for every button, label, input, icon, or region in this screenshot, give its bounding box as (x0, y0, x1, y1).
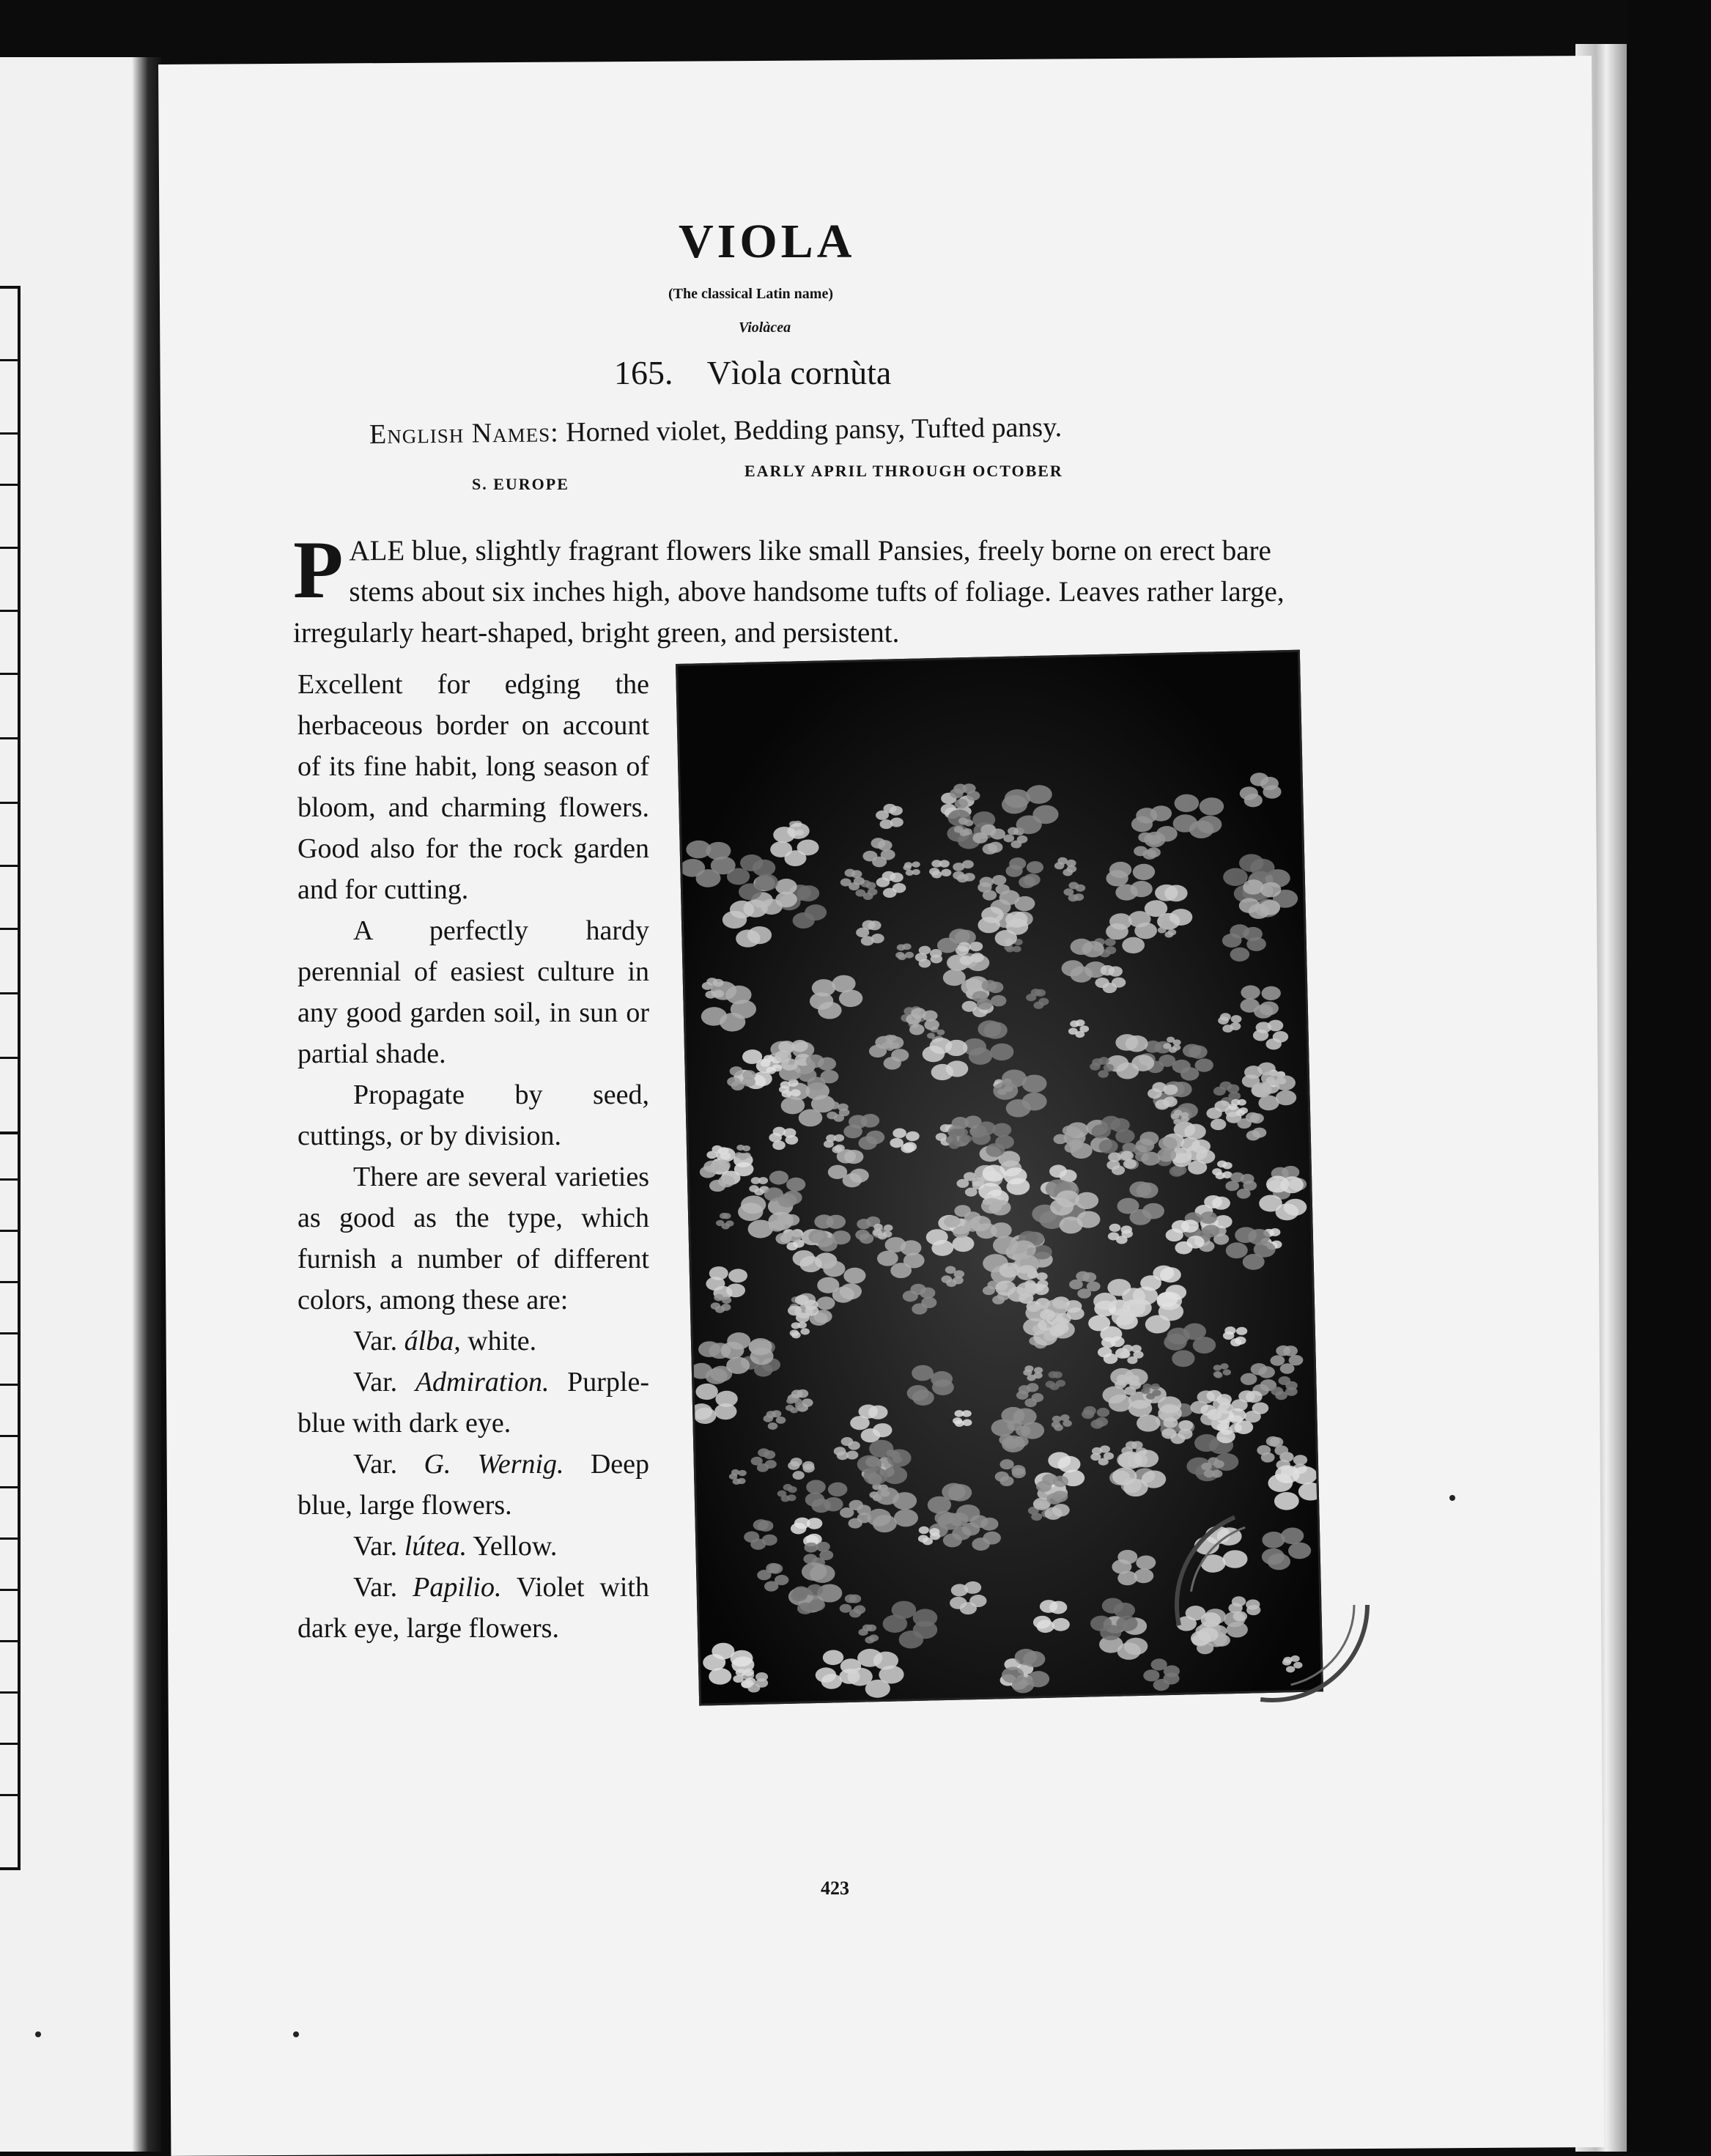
variety-item: Var. lútea. Yellow. (353, 1531, 558, 1562)
paragraph-varieties-intro: There are several varieties as good as the type, which furnish a number of different colors, among these are: (298, 1162, 649, 1315)
background-edge (1628, 0, 1711, 2152)
english-names: Horned violet, Bedding pansy, Tufted pansy. (566, 412, 1063, 448)
region: S. EUROPE (472, 475, 569, 493)
species-name: Vìola cornùta (706, 354, 892, 391)
variety-item: Var. álba, white. (353, 1326, 537, 1356)
ink-speck (293, 2031, 299, 2037)
book-gutter (132, 57, 161, 2152)
ink-speck (1449, 1495, 1455, 1501)
english-names-label: English Names: (369, 417, 559, 450)
variety-item: Var. Admiration. Purple-blue with dark eye. (298, 1367, 649, 1439)
entry-number: 165. (614, 354, 673, 391)
genus-title: VIOLA (679, 215, 856, 268)
facing-page-ruled-box-lower (0, 1131, 21, 1870)
paragraph-culture: A perfectly hardy perennial of easiest culture in any good garden soil, in sun or partial shade. (298, 915, 649, 1069)
intro-text: ALE blue, slightly fragrant flowers like small Pansies, freely borne on erect bare stems about six inches high, above handsome tufts of foliage. Leaves rather large, irregularly heart-shaped, bright green, and persistent. (293, 535, 1285, 649)
intro-paragraph (293, 525, 1290, 654)
drop-cap: P (293, 525, 344, 616)
text-column (298, 664, 649, 1649)
library-stamp (1162, 1495, 1382, 1715)
facing-page-ruled-box-upper (0, 286, 21, 1165)
ink-speck (35, 2031, 41, 2037)
page-number: 423 (821, 1878, 849, 1899)
name-origin-note: (The classical Latin name) (668, 286, 833, 302)
family-name: Violàcea (739, 320, 791, 336)
variety-item: Var. G. Wernig. Deep blue, large flowers. (298, 1449, 650, 1521)
variety-item: Var. Papilio. Violet with dark eye, large flowers. (298, 1572, 649, 1644)
paragraph-use: Excellent for edging the herbaceous border on account of its fine habit, long season of bloom, and charming flowers. Good also for the rock garden and for cutting. (298, 669, 649, 905)
facing-page (0, 57, 139, 2152)
entry-title (614, 353, 891, 392)
paragraph-propagation: Propagate by seed, cuttings, or by division. (298, 1079, 649, 1151)
bloom-season: EARLY APRIL THROUGH OCTOBER (744, 462, 1063, 480)
